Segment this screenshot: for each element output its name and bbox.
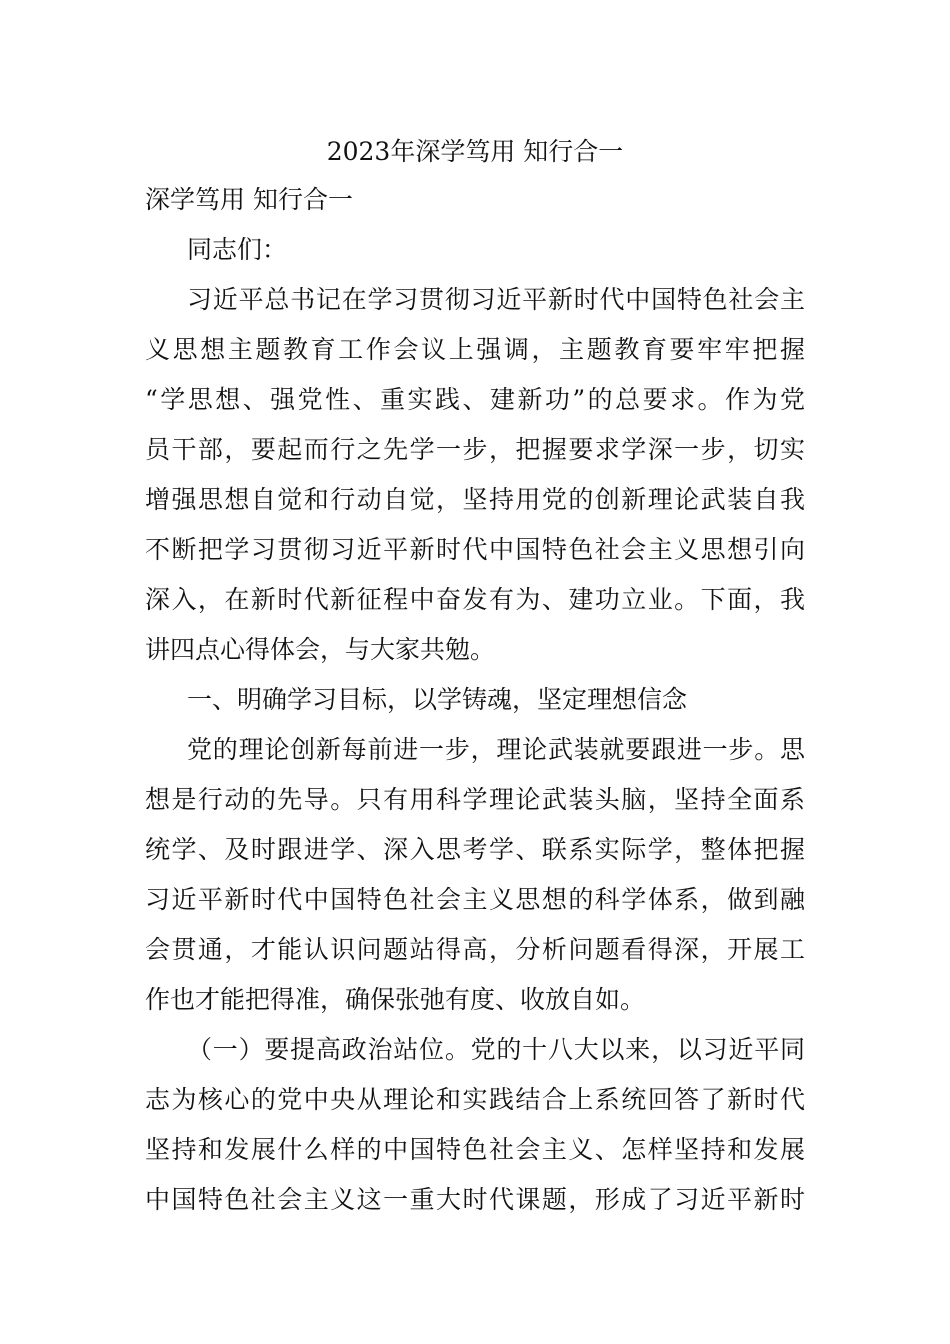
text-line: 坚持和发展什么样的中国特色社会主义、怎样坚持和发展 [145,1135,805,1164]
text-line: 志为核心的党中央从理论和实践结合上系统回答了新时代 [145,1085,805,1114]
text-line: 同志们： [187,235,288,264]
document-title: 2023年深学笃用 知行合一 [326,137,624,166]
text-line: 义思想主题教育工作会议上强调，主题教育要牢牢把握 [145,335,805,364]
text-line: 一、明确学习目标，以学铸魂，坚定理想信念 [187,685,688,714]
text-line: 深学笃用 知行合一 [145,185,353,214]
text-line: 习近平总书记在学习贯彻习近平新时代中国特色社会主 [187,285,805,314]
text-line: 习近平新时代中国特色社会主义思想的科学体系，做到融 [145,885,805,914]
text-line: 会贯通，才能认识问题站得高，分析问题看得深，开展工 [145,935,805,964]
text-line: “学思想、强党性、重实践、建新功”的总要求。作为党 [145,385,805,414]
text-line: 作也才能把得准，确保张弛有度、收放自如。 [145,985,646,1014]
text-line: 不断把学习贯彻习近平新时代中国特色社会主义思想引向 [145,535,805,564]
text-line: 讲四点心得体会，与大家共勉。 [145,635,496,664]
text-line: 增强思想自觉和行动自觉，坚持用党的创新理论武装自我 [145,485,805,514]
text-line: 想是行动的先导。只有用科学理论武装头脑，坚持全面系 [145,785,805,814]
text-line: 党的理论创新每前进一步，理论武装就要跟进一步。思 [187,735,805,764]
text-line: 深入，在新时代新征程中奋发有为、建功立业。下面，我 [145,585,805,614]
document-body [145,182,805,1232]
text-line: 员干部，要起而行之先学一步，把握要求学深一步，切实 [145,435,805,464]
text-line: 统学、及时跟进学、深入思考学、联系实际学，整体把握 [145,835,805,864]
text-line: 中国特色社会主义这一重大时代课题，形成了习近平新时 [145,1185,805,1214]
text-line: （一）要提高政治站位。党的十八大以来，以习近平同 [187,1035,805,1064]
